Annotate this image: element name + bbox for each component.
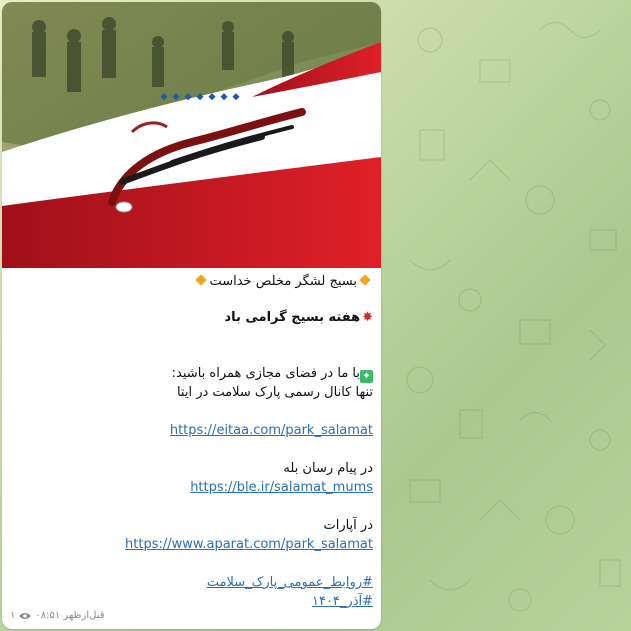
sparkle-icon: ✦ — [360, 370, 373, 383]
hashtag-row-2 — [10, 594, 373, 609]
message-header-line: بسیج لشگر مخلص خداست — [10, 274, 373, 289]
aparat-link-row — [10, 537, 373, 552]
bale-label: در پیام رسان بله — [283, 461, 373, 476]
message-bubble[interactable] — [2, 2, 381, 629]
orange-diamond-icon — [359, 274, 370, 285]
message-time: ۰۸:۵۱ قبل‌ازظهر — [35, 610, 105, 621]
bale-link[interactable]: https://ble.ir/salamat_mums — [190, 480, 373, 495]
bale-link-row — [10, 480, 373, 495]
basij-banner-image — [2, 2, 381, 268]
aparat-label: در آپارات — [323, 518, 373, 533]
post-image[interactable] — [2, 2, 381, 268]
view-count: ۱ — [10, 610, 16, 621]
eitaa-link-row — [10, 423, 373, 438]
week-greeting-line: ✸هفته بسیج گرامی باد — [224, 310, 373, 325]
anger-symbol-icon: ✸ — [362, 310, 373, 325]
message-meta — [10, 610, 105, 621]
hashtag-date[interactable]: #آذر_۱۴۰۴ — [311, 594, 373, 609]
message-text — [2, 268, 381, 629]
hashtag-row-1 — [10, 575, 373, 590]
eitaa-link[interactable]: https://eitaa.com/park_salamat — [169, 423, 373, 438]
orange-diamond-icon — [196, 274, 207, 285]
follow-line-2: تنها کانال رسمی پارک سلامت در ایتا — [176, 385, 373, 400]
eye-icon — [19, 612, 31, 620]
hashtag-public-relations[interactable]: #روابط_عمومی_پارک_سلامت — [206, 575, 373, 590]
follow-line-1: ✦با ما در فضای مجازی همراه باشید: — [10, 366, 373, 383]
aparat-link[interactable]: https://www.aparat.com/park_salamat — [125, 537, 373, 552]
